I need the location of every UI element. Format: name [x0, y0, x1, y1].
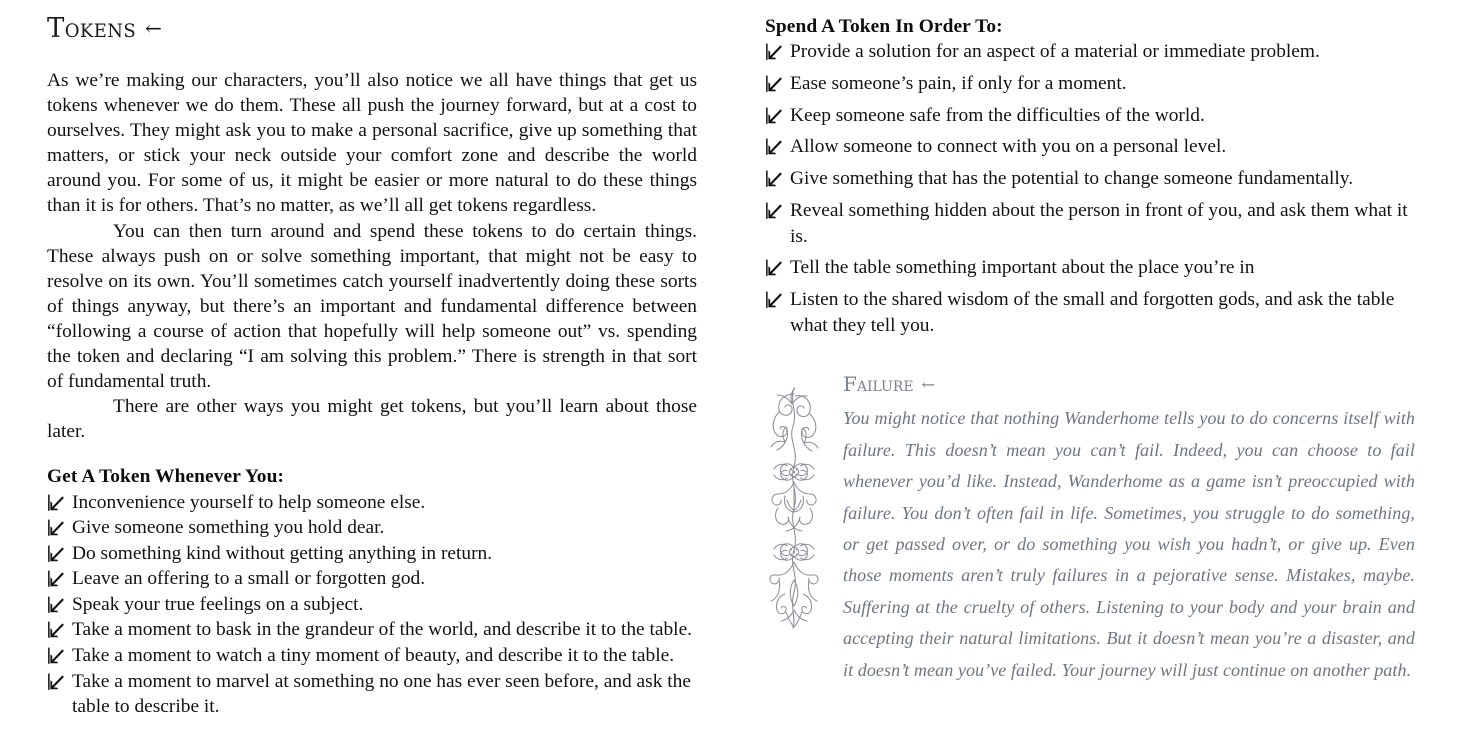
list-item	[47, 566, 697, 592]
list-item-label: Listen to the shared wisdom of the small and forgotten gods, and ask the table what they tell you.	[790, 289, 1395, 336]
list-item-label: Do something kind without getting anything in return.	[72, 542, 493, 564]
list-item	[765, 166, 1415, 192]
list-item-label: Keep someone safe from the difficulties of the world.	[790, 104, 1205, 126]
list-item-label: Allow someone to connect with you on a personal level.	[790, 136, 1227, 158]
token-mark-icon	[765, 43, 783, 61]
token-mark-icon	[765, 170, 783, 188]
token-mark-icon	[765, 138, 783, 156]
list-item	[47, 617, 697, 643]
failure-sidebar	[765, 372, 1415, 686]
list-item	[765, 198, 1415, 249]
token-mark-icon	[765, 107, 783, 125]
token-mark-icon	[47, 519, 65, 537]
list-item	[47, 515, 697, 541]
list-item-label: Take a moment to watch a tiny moment of beauty, and describe it to the table.	[72, 645, 675, 667]
list-item-label: Give something that has the potential to change someone fundamentally.	[790, 168, 1354, 190]
token-mark-icon	[47, 570, 65, 588]
list-item	[765, 287, 1415, 338]
token-mark-icon	[47, 545, 65, 563]
failure-heading	[843, 372, 1415, 396]
failure-body-text: You might notice that nothing Wanderhome tells you to do concerns itself with failure. This doesn’t mean you can’t fail. Indeed, you can choose to fail whenever you’d like. Instead, Wanderhome as a game isn’t preoccupied with failure. You don’t often fail in life. Sometimes, you struggle to do something, or get passed over, or do something you wish you hadn’t, or give up. Even those moments aren’t truly failures in a pejorative sense. Mistakes, maybe. Suffering at the cruelty of others. Listening to your body and your brain and accepting their natural limitations. But it doesn’t mean you’re a disaster, and it doesn’t mean you’ve failed. Your journey will just continue on another path.	[843, 408, 1415, 680]
spend-token-heading: Spend A Token In Order To:	[765, 16, 1003, 37]
get-token-list	[47, 490, 697, 720]
list-item-label: Provide a solution for an aspect of a material or immediate problem.	[790, 41, 1320, 63]
list-item	[47, 541, 697, 567]
intro-paragraph-3: There are other ways you might get tokens, but you’ll learn about those later.	[47, 396, 697, 443]
left-arrow-icon: ←	[145, 16, 163, 40]
list-item-label: Take a moment to bask in the grandeur of the world, and describe it to the table.	[72, 619, 693, 641]
get-token-heading: Get A Token Whenever You:	[47, 466, 285, 488]
token-mark-icon	[765, 202, 783, 220]
right-column	[765, 14, 1415, 754]
list-item-label: Give someone something you hold dear.	[72, 517, 385, 539]
list-item-label: Leave an offering to a small or forgotten god.	[72, 568, 426, 590]
list-item-label: Inconvenience yourself to help someone else.	[72, 491, 426, 513]
left-column	[47, 14, 697, 754]
page-title	[47, 14, 697, 44]
list-item	[765, 39, 1415, 65]
list-item	[765, 255, 1415, 281]
floral-vine-ornament-icon	[765, 384, 823, 632]
list-item	[47, 592, 697, 618]
token-mark-icon	[47, 673, 65, 691]
token-mark-icon	[765, 291, 783, 309]
list-item	[47, 490, 697, 516]
token-mark-icon	[47, 621, 65, 639]
list-item	[47, 669, 697, 720]
list-item-label: Speak your true feelings on a subject.	[72, 593, 364, 615]
list-item	[765, 103, 1415, 129]
list-item	[765, 134, 1415, 160]
intro-paragraph-2: You can then turn around and spend these tokens to do certain things. These always push on or solve something important, that might not be easy to resolve on its own. You’ll sometimes catch yourself inadvertently doing these sorts of things anyway, but there’s an important and fundamental difference between “following a course of action that hopefully will help someone out” vs. spending the token and declaring “I am solving this problem.” There is strength in that sort of fundamental truth.	[47, 220, 697, 393]
list-item-label: Take a moment to marvel at something no one has ever seen before, and ask the table to describe it.	[72, 670, 691, 718]
token-mark-icon	[47, 596, 65, 614]
list-item-label: Ease someone’s pain, if only for a moment.	[790, 72, 1127, 94]
list-item-label: Tell the table something important about the place you’re in	[790, 257, 1255, 279]
spend-token-list	[765, 39, 1415, 338]
list-item-label: Reveal something hidden about the person in front of you, and ask them what it is.	[790, 200, 1408, 247]
token-mark-icon	[765, 259, 783, 277]
intro-paragraph-1: As we’re making our characters, you’ll also notice we all have things that get us tokens whenever we do them. These all push the journey forward, but at a cost to ourselves. They might ask you to make a personal sacrifice, give up something that matters, or stick your neck outside your comfort zone and describe the world around you. For some of us, it might be easier or more natural to do these things than it is for others. That’s no matter, as we’ll all get tokens regardless.	[47, 70, 697, 217]
token-mark-icon	[765, 75, 783, 93]
list-item	[47, 643, 697, 669]
token-mark-icon	[47, 647, 65, 665]
token-mark-icon	[47, 494, 65, 512]
failure-heading-text: Failure	[843, 372, 914, 397]
left-arrow-icon-failure: ←	[921, 375, 936, 395]
list-item	[765, 71, 1415, 97]
page-title-text: Tokens	[47, 13, 137, 44]
